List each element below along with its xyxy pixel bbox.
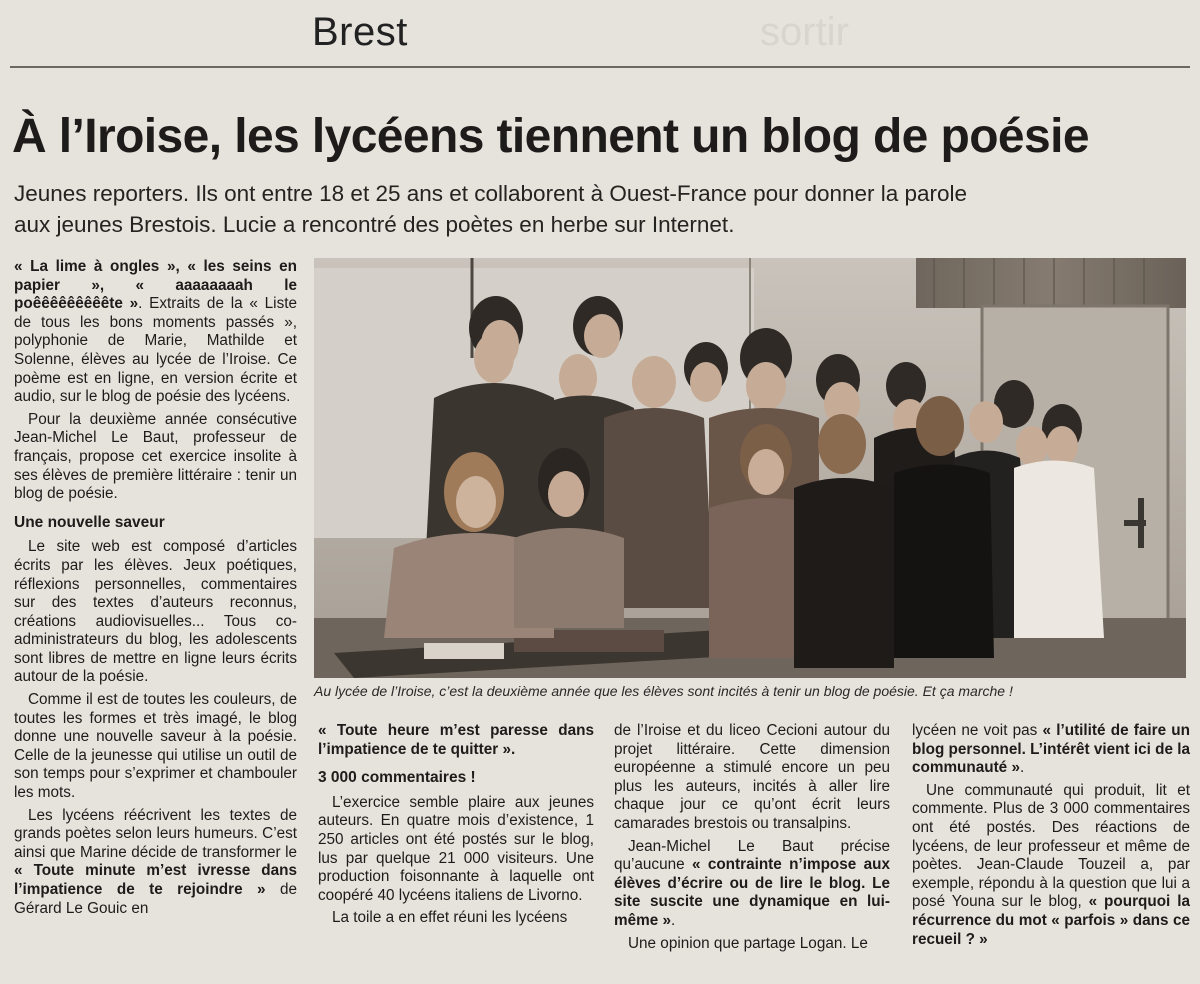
- subheading: Une nouvelle saveur: [14, 513, 165, 531]
- bold-quote: « contrainte n’impose aux élèves d’écrire ou de lire le blog. Le site suscite une dynamique en lui-même »: [614, 856, 890, 929]
- paragraph-text: . Extraits de la « Liste de tous les bons moments passés », polyphonie de Marie, Mathilde et Solenne, élèves au lycée de l’Iroise. Ce poème est en ligne, en version écrite et audio, sur le blog de poésie des lycéens.: [14, 295, 297, 406]
- article-column-1: [14, 258, 297, 922]
- photo-caption: Au lycée de l’Iroise, c’est la deuxième année que les élèves sont incités à tenir un blog de poésie. Et ça marche !: [314, 683, 1013, 699]
- article-column-2: [318, 722, 594, 932]
- paragraph-text: de Gérard Le Gouic en: [14, 881, 298, 917]
- bleed-through-text: sortir: [760, 10, 849, 54]
- subheading: 3 000 commentaires !: [318, 769, 476, 787]
- paragraph-text: lycéen ne voit pas: [912, 722, 1043, 739]
- bold-quote: « pourquoi la récurrence du mot « parfois » dans ce recueil ? »: [912, 893, 1190, 948]
- paragraph-text: Une communauté qui produit, lit et commente. Plus de 3 000 commentaires ont été postés. Des réactions de lycéens, de leur professeur et même de poètes. Jean-Claude Touzeil a, par exemple, répondu à la question que lui a posé Youna sur le blog,: [912, 781, 1190, 911]
- paragraph: Pour la deuxième année consécutive Jean-Michel Le Baut, professeur de français, propose cet exercice insolite à ses élèves de première littéraire : tenir un blog de poésie.: [14, 410, 297, 503]
- paragraph-text: .: [670, 911, 676, 929]
- paragraph: Le site web est composé d’articles écrits par les élèves. Jeux poétiques, réflexions personnelles, commentaires sur des textes d’auteurs reconnus, créations audiovisuelles... Tous co-administrateurs du blog, les adolescents sont libres de mettre en ligne leurs écrits autour de la poésie.: [14, 538, 297, 686]
- section-title: Brest: [312, 10, 408, 54]
- paragraph: L’exercice semble plaire aux jeunes auteurs. En quatre mois d’existence, 1 250 articles ont été postés sur le blog, lus par quelque 21 000 visiteurs. Une production foisonnante à laquelle ont coopéré 40 lycéens italiens de Livorno.: [318, 793, 594, 904]
- paragraph: [318, 722, 594, 759]
- paragraph: Une opinion que partage Logan. Le: [628, 934, 868, 952]
- paragraph-text: Jean-Michel Le Baut précise qu’aucune: [614, 837, 890, 874]
- paragraph: [912, 782, 1190, 949]
- paragraph: La toile a en effet réuni les lycéens: [332, 909, 568, 927]
- standfirst: [14, 178, 1014, 240]
- paragraph: [614, 838, 890, 931]
- bold-quote: « Toute heure m’est paresse dans l’impatience de te quitter ».: [318, 722, 594, 758]
- paragraph: Comme il est de toutes les couleurs, de toutes les formes et très imagé, le blog donne une nouvelle saveur à la poésie. Celle de la jeunesse qui utilise un outil de son temps pour s’exprimer et chambouler les mots.: [14, 691, 297, 802]
- bold-quote: « Toute minute m’est ivresse dans l’impatience de te rejoindre »: [14, 862, 297, 898]
- paragraph: [14, 258, 297, 407]
- header-rule: [10, 66, 1190, 68]
- paragraph-text: .: [1019, 759, 1025, 777]
- paragraph: [14, 807, 297, 919]
- paragraph-text: Les lycéens réécrivent les textes de grands poètes selon leurs humeurs. C’est ainsi que Marine décide de transformer le: [14, 806, 297, 861]
- article-column-4: [912, 722, 1190, 953]
- photo-illustration: [314, 258, 1186, 678]
- group-photo: [314, 258, 1186, 678]
- headline: À l’Iroise, les lycéens tiennent un blog de poésie: [12, 110, 1089, 163]
- paragraph: [912, 722, 1190, 778]
- bold-quote: « La lime à ongles », « les seins en papier », « aaaaaaaah le poêêêêêêêêête »: [14, 258, 297, 313]
- paragraph: de l’Iroise et du liceo Cecioni autour du projet littéraire. Cette dimension européenne a stimulé encore un peu plus les auteurs, incités à aller lire chaque jour ce qu’ont écrit leurs camarades brestois ou transalpins.: [614, 722, 890, 832]
- standfirst-line: aux jeunes Brestois. Lucie a rencontré des poètes en herbe sur Internet.: [14, 212, 735, 237]
- standfirst-line: Jeunes reporters. Ils ont entre 18 et 25 ans et collaborent à Ouest-France pour donner la parole: [14, 181, 968, 206]
- bold-quote: « l’utilité de faire un blog personnel. L’intérêt vient ici de la communauté »: [912, 722, 1190, 777]
- article-column-3: [614, 722, 890, 957]
